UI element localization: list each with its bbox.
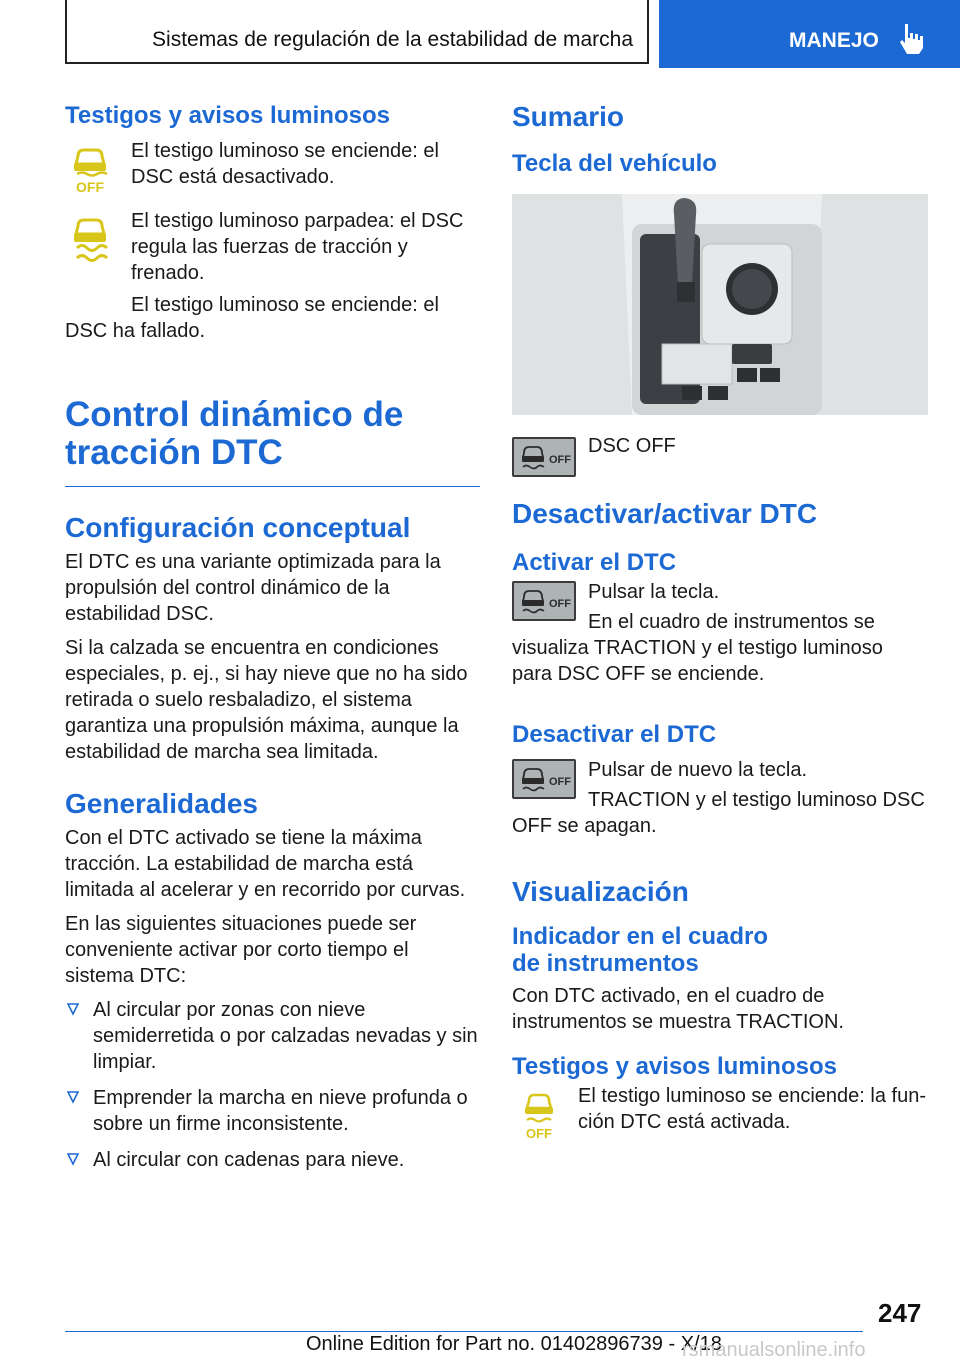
deactivate-step-2: TRACTION y el testigo luminoso DSC OFF se apagan. — [512, 789, 925, 837]
indicator-paragraph: Con DTC activado, en el cuadro de instrumentos se muestra TRACTION. — [512, 985, 844, 1033]
activate-step — [512, 579, 928, 687]
chapter-label: MANEJO — [789, 29, 879, 52]
dtc-warning-text: El testigo luminoso se enciende: la función DTC está activada. — [578, 1085, 926, 1133]
warning-text-2: El testigo luminoso parpadea: el DSC regula las fuerzas de tracción y frenado. — [131, 210, 464, 284]
section-title: Sistemas de regulación de la estabilidad de marcha — [152, 28, 633, 51]
dsc-off-button-activate[interactable] — [512, 581, 576, 621]
dsc-off-button-row — [512, 433, 928, 477]
general-paragraph-2: En las siguientes situaciones puede ser conveniente activar por corto tiempo el sistema DTC: — [65, 913, 417, 987]
deactivate-heading: Desactivar el DTC — [512, 721, 717, 748]
warning-item-dsc-active — [65, 208, 480, 344]
indicator-heading: Indicador en el cuadro de instrumentos — [512, 923, 769, 977]
center-console-photo — [512, 194, 928, 415]
general-heading: Generalidades — [65, 788, 258, 819]
warning-lights-heading: Testigos y avisos luminosos — [65, 102, 390, 129]
svg-text:OFF: OFF — [526, 1126, 552, 1141]
triangle-bullet-icon — [67, 1090, 79, 1104]
svg-text:OFF: OFF — [76, 179, 104, 194]
list-item — [65, 997, 480, 1075]
toggle-heading: Desactivar/activar DTC — [512, 498, 818, 529]
dsc-off-label: DSC OFF — [588, 435, 676, 457]
situation-list — [65, 997, 480, 1173]
dtc-warning-item — [512, 1083, 928, 1139]
dsc-off-button-icon — [516, 585, 574, 619]
dsc-off-button[interactable] — [512, 437, 576, 477]
concept-paragraph-1: El DTC es una variante optimizada para la propulsión del control dinámico de la estabilidad DSC. — [65, 551, 441, 625]
dtc-warning-icon — [522, 1091, 556, 1141]
deactivate-step-1: Pulsar de nuevo la tecla. — [588, 759, 808, 781]
right-warning-heading: Testigos y avisos luminosos — [512, 1053, 837, 1080]
activate-heading: Activar el DTC — [512, 549, 677, 576]
svg-text:OFF: OFF — [549, 598, 571, 610]
triangle-bullet-icon — [67, 1152, 79, 1166]
dsc-off-warning-icon — [65, 142, 115, 194]
summary-heading: Sumario — [512, 101, 625, 132]
display-heading: Visualización — [512, 876, 689, 907]
activate-step-1: Pulsar la tecla. — [588, 581, 720, 603]
list-item-text: Al circular por zonas con nieve semiderretida o por calzadas nevadas y sin limpiar. — [93, 999, 478, 1073]
main-heading: Control dinámico de tracción DTC — [65, 395, 404, 472]
general-paragraph-1: Con el DTC activado se tiene la máxima tracción. La estabilidad de marcha está limitada al acelerar y en recorrido por curvas. — [65, 827, 466, 901]
list-item — [65, 1147, 480, 1173]
dsc-off-button-icon — [516, 763, 574, 797]
vehicle-button-heading: Tecla del vehículo — [512, 150, 717, 177]
pointing-hand-icon — [897, 22, 927, 56]
concept-paragraph-2: Si la calzada se encuentra en condiciones especiales, p. ej., si hay nieve que no ha sido retirada o suelo resbaladizo, el sistema garantiza una propulsión máxima, aunque la estabilidad de marcha sea limitada. — [65, 637, 468, 763]
watermark: rsmanualsonline.info — [682, 1339, 866, 1361]
triangle-bullet-icon — [67, 1002, 79, 1016]
list-item — [65, 1085, 480, 1137]
footer-rule — [65, 1331, 863, 1332]
list-item-text: Al circular con cadenas para nieve. — [93, 1149, 405, 1171]
warning-text-1: El testigo luminoso se enciende: el DSC está desactivado. — [131, 140, 439, 188]
activate-step-2: En el cuadro de instrumentos se visualiza TRACTION y el testigo luminoso para DSC OFF se enciende. — [512, 611, 883, 685]
list-item-text: Emprender la marcha en nieve profunda o sobre un firme inconsistente. — [93, 1087, 468, 1135]
center-console-illustration — [512, 194, 928, 415]
left-column — [65, 100, 480, 1173]
svg-text:OFF: OFF — [549, 776, 571, 788]
warning-text-3: El testigo luminoso se enciende: el DSC ha fallado. — [65, 294, 439, 342]
deactivate-step — [512, 757, 928, 839]
chapter-tab[interactable] — [659, 0, 960, 68]
edition-text: Online Edition for Part no. 01402896739 - X/18 — [306, 1333, 722, 1355]
header-section-box — [65, 0, 649, 64]
dsc-off-button-deactivate[interactable] — [512, 759, 576, 799]
right-column — [512, 100, 928, 1139]
page-number: 247 — [878, 1298, 922, 1328]
dsc-off-button-icon — [516, 441, 574, 475]
concept-heading: Configuración conceptual — [65, 512, 411, 543]
heading-rule — [65, 486, 480, 487]
warning-item-dsc-off — [65, 138, 480, 194]
dsc-warning-icon — [65, 214, 115, 266]
svg-text:OFF: OFF — [549, 454, 571, 466]
